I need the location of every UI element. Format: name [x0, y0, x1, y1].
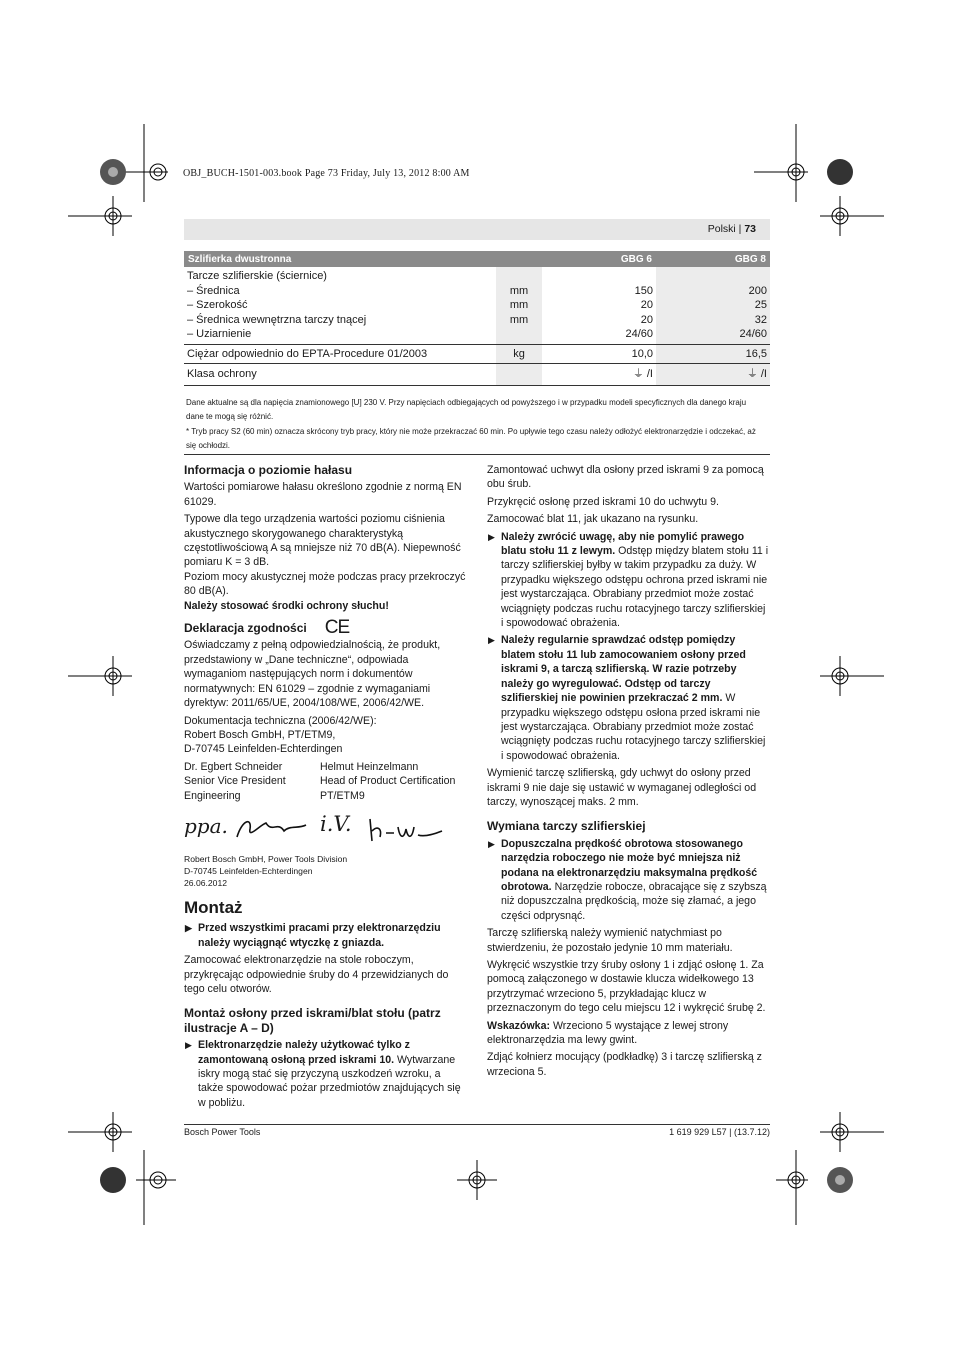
group-label: Tarcze szlifierskie (ściernice) — [187, 270, 327, 282]
footnote-s2: * Tryb pracy S2 (60 min) oznacza skrócony tryb pracy, który nie może przekraczać 60 min. Po upływie tego czasu należy odłożyć elektronarzędzie i odczekać, aż się ochłodzi. — [186, 427, 756, 450]
footer-publisher: Bosch Power Tools — [184, 1127, 261, 1137]
signature-ppa: ppa. — [184, 813, 228, 838]
spec-table — [184, 251, 770, 386]
footer-docnumber: 1 619 929 L57 | (13.7.12) — [669, 1127, 770, 1137]
table-row: – Średnica mm 150 200 — [184, 284, 770, 299]
noise-title: Informacja o poziomie hałasu — [184, 463, 353, 477]
declaration-title: Deklaracja zgodności — [184, 621, 307, 636]
page-header: Polski | 73 — [184, 219, 770, 240]
table-row: Ciężar odpowiednio do EPTA-Procedure 01/2003 kg 10,0 16,5 — [184, 344, 770, 364]
bullet-arrow-icon: ▶ — [185, 1040, 192, 1051]
oslona-title: Montaż osłony przed iskrami/blat stołu (patrz ilustracje A – D) — [184, 1006, 441, 1035]
footer-divider — [184, 1124, 770, 1125]
header-section: Polski — [707, 223, 736, 235]
bullet-arrow-icon: ▶ — [488, 838, 495, 849]
table-row: – Średnica wewnętrzna tarczy tnącej mm 20 32 — [184, 313, 770, 328]
col-gbg8: GBG 8 — [656, 251, 770, 267]
col-gbg6: GBG 6 — [542, 251, 656, 267]
bullet-arrow-icon: ▶ — [488, 635, 495, 646]
ce-mark-icon: CE — [324, 617, 350, 639]
bullet-arrow-icon: ▶ — [185, 923, 192, 934]
signatures — [184, 803, 466, 851]
table-row: – Szerokość mm 20 25 — [184, 298, 770, 313]
print-slug: OBJ_BUCH-1501-003.book Page 73 Friday, July 13, 2012 8:00 AM — [183, 168, 470, 179]
right-column: Zamontować uchwyt dla osłony przed iskrami 9 za pomocą obu śrub. Przykręcić osłonę przed iskrami 10 do uchwytu 9. Zamocować blat 11, jak ukazano na rysunku. ▶ Należy zwrócić uwagę, aby nie pomylić prawego blatu stołu 11 z lewym. Odstęp między blatem stołu 11 i tarczy szlifierskiej byłby w takim przypadku za duży. W przypadku większego odstępu ochrona przed iskrami nie jest wystarczająca. Obrabiany przedmiot może zostać wciągnięty podczas ruchu rotacyjnego tarczy szlifierskiej i spowodować obrażenia. ▶ Należy regularnie sprawdzać odstęp pomiędzy blatem stołu 11 lub zamocowaniem osłony przed iskrami 9, a tarczą szlifierską. W razie potrzeby należy go wyregulować. Odstęp od tarczy szlifierskiej nie powinien przekraczać 2 mm. W przypadku większego odstępu osłona przed iskrami nie jest wystarczająca. Obrabiany przedmiot może zostać wciągnięty podczas ruchu rotacyjnego tarczy szlifierskiej i spowodować obrażenia. Wymienić tarczę szlifierską, gdy uchwyt do osłony przed iskrami 9 nie daje się ustawić w wymaganej odległości od tarczy, wynoszącej maks. 2 mm. Wymiana tarczy szlifierskiej ▶ Dopuszczalna prędkość obrotowa stosowanego narzędzia roboczego nie może być mniejsza niż podana na elektronarzędziu maksymalna prędkość obrotowa. Narzędzie robocze, obracające się z szybszą niż dopuszczalna prędkością, może się złamać, a jego części odprysnąć. Tarczę szlifierską należy wymienić natychmiast po stwierdzeniu, że pozostało jedynie 10 mm materiału. Wykręcić wszystkie trzy śruby osłony 1 i zdjąć osłonę 1. Za pomocą załączonego w dostawie klucza widełkowego 13 przytrzymać wrzeciono 5, przykładając klucz w przeznaczonym do tego celu miejscu 12 i wykręcić śrubę 2. Wskazówka: Wrzeciono 5 wystające z lewej strony elektronarzędzia ma lewy gwint. Zdjąć kołnierz mocujący (podkładkę) 3 i tarczę szlifierską z wrzeciona 5. — [487, 464, 769, 1078]
signature-iv: i.V. — [320, 811, 352, 836]
bullet-arrow-icon: ▶ — [488, 531, 495, 542]
footnote-voltage: Dane aktualne są dla napięcia znamionowego [U] 230 V. Przy napięciach odbiegających od powyższego i w przypadku modeli specyficznych dla danego kraju dane te mogą się różnić. — [186, 398, 747, 421]
divider — [184, 454, 770, 455]
table-row: – Uziarnienie 24/60 24/60 — [184, 327, 770, 344]
section-title-montaz: Montaż — [184, 897, 243, 917]
table-row: Klasa ochrony ⏚ /I ⏚ /I — [184, 364, 770, 386]
earth-symbol-icon: ⏚ — [746, 368, 758, 380]
earth-symbol-icon: ⏚ — [632, 368, 644, 380]
signatories: Dr. Egbert Schneider Helmut Heinzelmann Senior Vice President Engineering Head of Product Certification PT/ETM9 — [184, 760, 456, 802]
signature-heinzelmann — [366, 815, 446, 845]
table-row — [184, 267, 770, 284]
table-title: Szlifierka dwustronna — [184, 251, 496, 267]
page-number: 73 — [744, 223, 756, 235]
signature-schneider — [232, 815, 312, 845]
wymiana-title: Wymiana tarczy szlifierskiej — [487, 819, 646, 834]
left-column: Informacja o poziomie hałasu Wartości pomiarowe hałasu określono zgodnie z normą EN 61029. Typowe dla tego urządzenia wartości poziomu ciśnienia akustycznego skorygowanego charakterystyką częstotliwościową A są mniejsze niż 70 dB(A). Niepewność pomiaru K = 3 dB. Poziom mocy akustycznej może podczas pracy przekroczyć 80 dB(A). Należy stosować środki ochrony słuchu! Deklaracja zgodności CE Oświadczamy z pełną odpowiedzialnością, że produkt, przedstawiony w „Dane techniczne“, odpowiada wymaganiom następujących norm i dokumentów normatywnych: EN 61029 – zgodnie z wymaganiami dyrektyw: 2011/65/UE, 2004/108/WE, 2006/42/WE. Dokumentacja techniczna (2006/42/WE): Robert Bosch GmbH, PT/ETM9, D-70745 Leinfelden-Echterdingen Dr. Egbert Schneider Helmut Heinzelmann Senior Vice President Engineering Head of Product Certification PT/ETM9 ppa. i.V. Robert Bosch GmbH, Power Tools Division D-70745 Leinfelden-Echterdingen 26.06.2012 Montaż ▶ Przed wszystkimi pracami przy elektronarzędziu należy wyciągnąć wtyczkę z gniazda. Zamocować elektronarzędzie na stole roboczym, przykręcając odpowiednie śruby do 4 przewidzianych do tego celu otworów. Montaż osłony przed iskrami/blat stołu (patrz ilustracje A – D) ▶ Elektronarzędzie należy użytkować tylko z zamontowaną osłoną przed iskrami 10. Wytwarzane iskry mogą stać się przyczyną uszkodzeń wzroku, a także spowodować pożar przedmiotów znajdujących się w pobliżu. — [184, 463, 466, 1109]
